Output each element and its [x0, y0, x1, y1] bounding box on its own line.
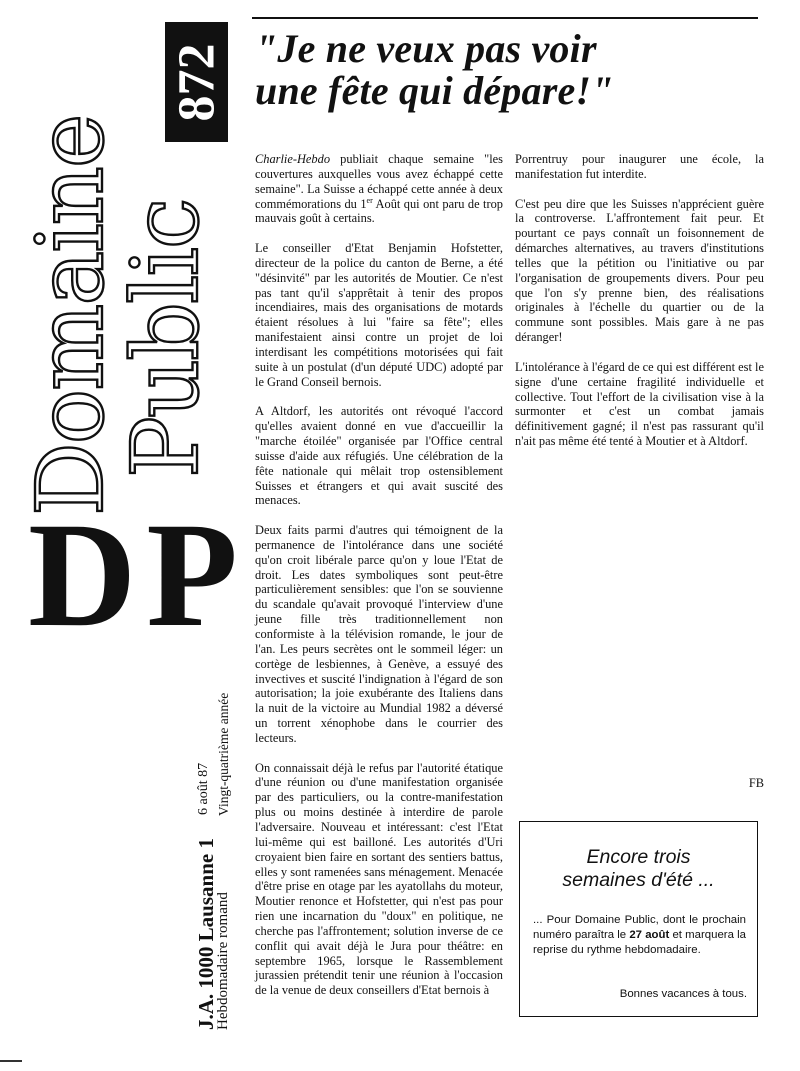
paragraph-3: A Altdorf, les autorités ont révoqué l'accord qu'elles avaient donné en vue d'accueillir la "marche étoilée" organisée par l'Office central suisse d'aide aux réfugiés. Une célébration de la fête nationale qui mêlait trop ostensiblement Suisses et étrangers et qui avait suscité des menaces.	[255, 404, 503, 508]
publication-year: Vingt-quatrième année	[216, 692, 231, 816]
postal-address: J.A. 1000 Lausanne 1	[194, 838, 218, 1030]
notice-title-line1: Encore trois	[586, 846, 691, 868]
paragraph-5: On connaissait déjà le refus par l'autorité étatique d'une réunion ou d'une manifestation organisée par des particuliers, ou la contre-manifestation plus ou moins destinée à interdire de parole l'adversaire. Nouveau et intéressant: c'est l'Etat lui-même qui est bailloné. Les autorités d'Uri croyaient bien faire en sortant des sentiers battus, elles y sont ramenées sans ménagement. Menacée d'être prise en otage par les ayatollahs du moteur, Moutier renonce et Hofstetter, qui n'est pas pour rien une incarnation du "doux" en politique, ne cherche pas l'affrontement; solution inverse de ce conflit qui avait déjà le Jura pour théâtre: en septembre 1965, lorsque le Rassemblement jurassien prétendit tenir une réunion à l'occasion de la venue de deux conseillers d'Etat bernois à	[255, 760, 503, 998]
notice-date: 27 août	[629, 929, 670, 941]
article-column-2	[515, 152, 764, 449]
paragraph-1	[255, 152, 503, 226]
scan-mark	[0, 1060, 22, 1062]
issue-number-box	[165, 22, 228, 142]
notice-title-line2: semaines d'été ...	[562, 869, 715, 891]
publication-name: Charlie-Hebdo	[255, 152, 331, 166]
publication-type: Hebdomadaire romand	[215, 892, 231, 1030]
article-title-line2: une fête qui dépare!"	[255, 68, 614, 113]
article-title	[255, 28, 765, 112]
paragraph-4: Deux faits parmi d'autres qui témoignent de la permanence de l'intolérance dans une société qu'on croit libérale parce qu'on y loue l'Etat de droit. Les dates symboliques sont peut-être particulièrement sensibles: que l'on se souvienne du scandale qu'avait provoqué l'interview d'une jeune fille très traditionnellement non conformiste à la télévision romande, le jour de l'an. Les peurs secrètes ont le sommeil léger: un cortège de lesbiennes, à Genève, a essuyé des invectives et suscité l'indignation à l'égard de son autorisation; la joie exubérante des Italiens dans la nuit de la victoire au Mundial 1982 a déversé un torrent xénophobe dans le courrier des lecteurs.	[255, 523, 503, 745]
superscript: er	[366, 195, 373, 205]
author-signature: FB	[748, 776, 764, 790]
paragraph-1-text: publiait chaque semaine "les couvertures auxquelles vous avez échappé cette semaine". La Suisse a échappé cette année à deux commémorations du 1	[255, 152, 503, 211]
paragraph-5-continued: Porrentruy pour inaugurer une école, la manifestation fut interdite.	[515, 152, 764, 181]
masthead	[0, 0, 248, 1071]
notice-sign: Bonnes vacances à tous.	[619, 988, 747, 1000]
dp-logo: DP	[28, 492, 248, 658]
paragraph-1-end: Août qui ont paru de trop mauvais goût à certains.	[255, 196, 503, 226]
paragraph-7: L'intolérance à l'égard de ce qui est différent est le signe d'une certaine fragilité individuelle et collective. Tout l'effort de la civilisation vise à la surmonter et c'est un combat jamais définitivement gagné; il n'est pas rassurant qu'il n'ait pas même été tenté à Moutier et à Altdorf.	[515, 359, 764, 449]
issue-number: 872	[168, 43, 225, 121]
paragraph-6: C'est peu dire que les Suisses n'apprécient guère la controverse. L'affrontement fait peur. Et pourtant ce pays connaît un foisonnement de démarches alternatives, au travers d'institutions telles que la pétition ou l'initiative ou par l'organisation de groupements divers. Pour peu que l'on s'y prenne bien, des réalisations originales à l'échelle du quartier ou de la commune sont possibles. Mais gare à ne pas déranger!	[515, 196, 764, 345]
masthead-title-line1: Domaine	[17, 115, 124, 516]
masthead-title-line2: Public	[112, 199, 219, 478]
paragraph-2: Le conseiller d'Etat Benjamin Hofstetter, directeur de la police du canton de Berne, a été "désinvité" par les autorités de Moutier. Ce n'est pas tant qu'il s'apprêtait à tenir des propos incendiaires, mais des organisations de motards étaient résolues à lui "faire sa fête"; elles manifestaient ainsi contre un projet de loi interdisant les compétitions motorisées qui fait suite à un postulat (d'un député UDC) adopté par le Grand Conseil bernois.	[255, 241, 503, 389]
notice-body-end: et marquera la reprise du rythme hebdomadaire.	[533, 929, 746, 956]
article-title-line1: "Je ne veux pas voir	[255, 26, 597, 71]
notice-body	[533, 913, 746, 958]
article-column-1	[255, 152, 503, 998]
issue-date: 6 août 87	[196, 762, 211, 815]
top-rule	[252, 17, 758, 19]
notice-title	[520, 846, 757, 892]
notice-body-start: ... Pour Domaine Public, dont le prochain numéro paraîtra le	[533, 914, 746, 941]
notice-box	[519, 821, 758, 1017]
